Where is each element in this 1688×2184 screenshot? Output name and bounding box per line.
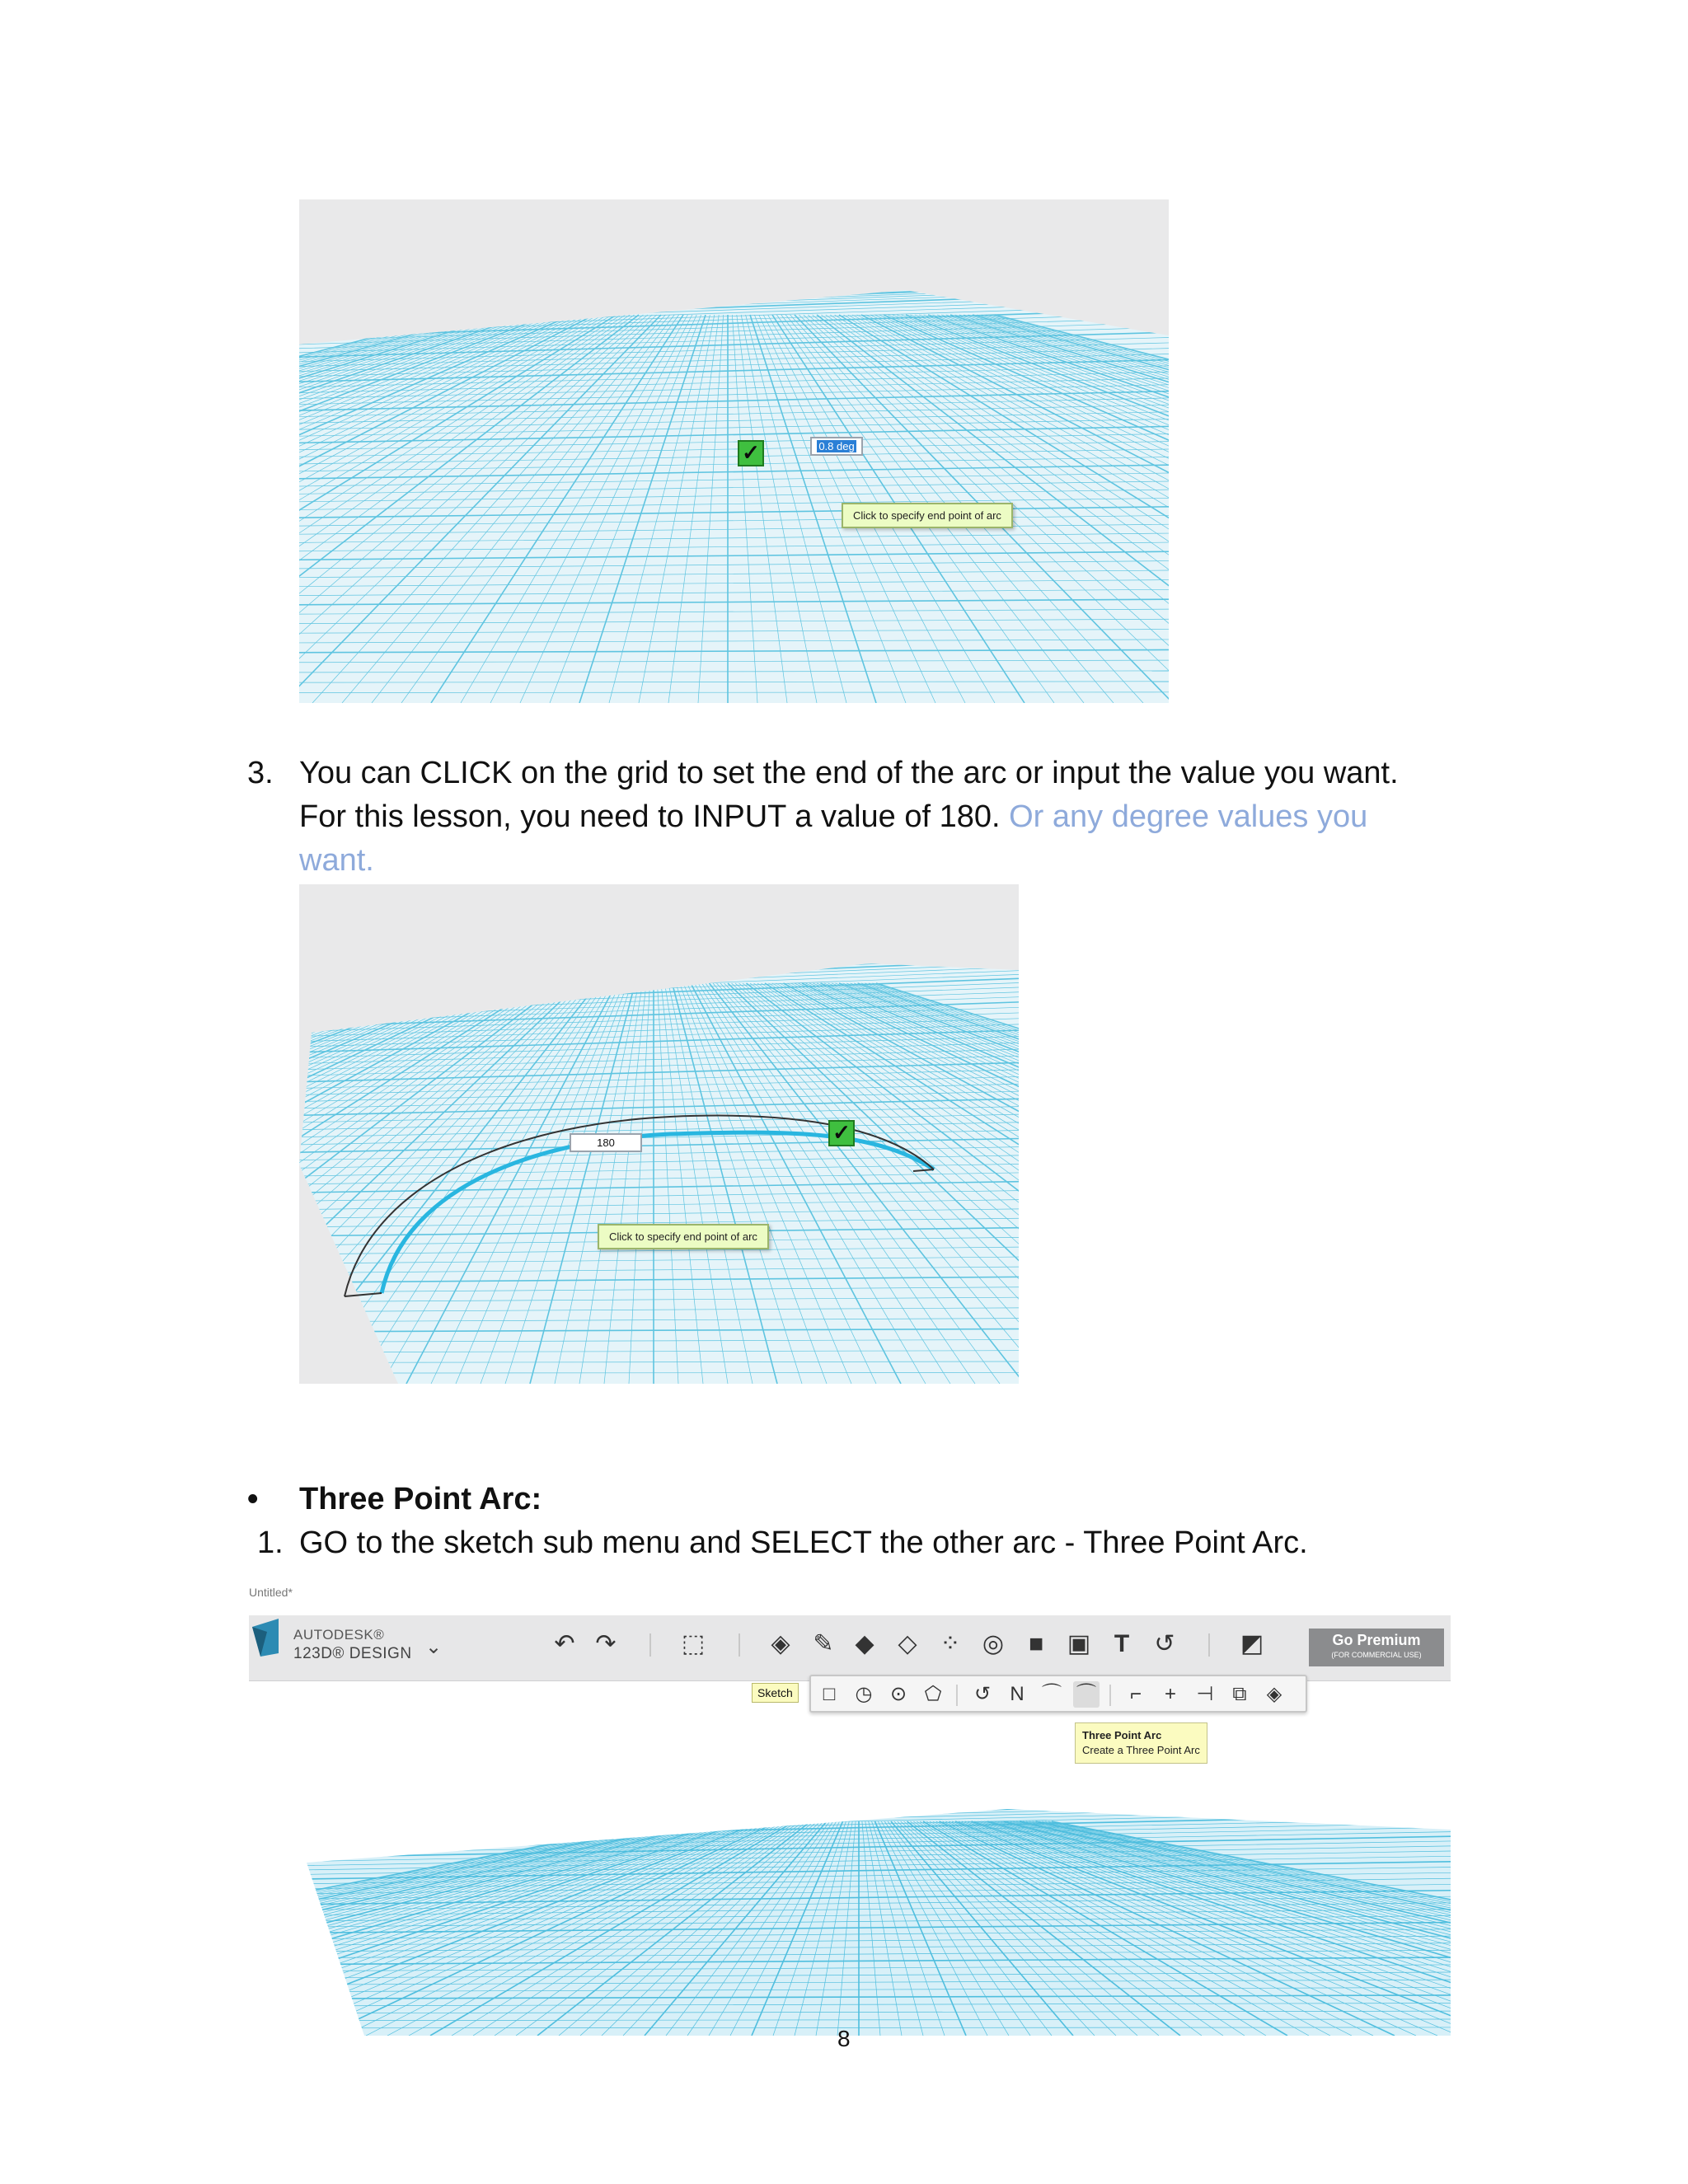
two-point-arc-icon[interactable]: ⌒ [1042,1683,1062,1705]
project-icon[interactable]: ◈ [1266,1683,1282,1705]
step-3-line-2-text: For this lesson, you need to INPUT a value of 180. [299,799,1001,834]
grid-plane-app [249,1582,1451,2036]
grouping-icon[interactable]: ◎ [982,1630,1005,1657]
fillet-icon[interactable]: ⌐ [1129,1683,1142,1705]
grid-plane [299,199,1169,703]
rectangle-icon[interactable]: □ [823,1683,836,1705]
primitives-icon[interactable]: ◈ [771,1630,790,1657]
step-3-line-3 [299,839,374,883]
polyline-icon[interactable]: ↺ [973,1683,992,1705]
step-3-accent-text: Or any degree values you [1009,799,1368,834]
tooltip-description: Create a Three Point Arc [1082,1744,1200,1756]
end-point-tooltip: Click to specify end point of arc [842,503,1013,528]
grid-plane-arc [299,884,1019,1384]
tooltip-title: Three Point Arc [1082,1729,1162,1741]
section-heading: Three Point Arc: [299,1482,542,1516]
arc-angle-input[interactable]: 180 [570,1133,642,1152]
undo-icon[interactable]: ↶ [554,1630,575,1657]
sketch-icon[interactable]: ✎ [813,1630,834,1657]
screenshot-arc-angle [299,199,1169,703]
main-menu-chevron-icon[interactable]: ⌄ [425,1636,443,1658]
premium-title: Go Premium [1332,1632,1421,1648]
extend-icon[interactable]: ⊣ [1196,1683,1214,1705]
polygon-icon[interactable]: ⬠ [924,1683,942,1705]
page-number: 8 [837,2026,851,2051]
step-3-line-1: You can CLICK on the grid to set the end of the arc or input the value you want. [299,756,1399,790]
text-icon[interactable]: T [1114,1630,1130,1657]
material-icon[interactable]: ◩ [1240,1630,1264,1657]
screenshot-arc-180 [299,884,1019,1384]
brand-line-2: 123D® DESIGN [293,1645,412,1662]
angle-input[interactable]: 0.8 deg [810,437,863,456]
combine-icon[interactable]: ■ [1028,1630,1044,1657]
end-point-tooltip: Click to specify end point of arc [598,1224,769,1249]
confirm-checkbox[interactable]: ✓ [738,440,764,466]
offset-icon[interactable]: ⧉ [1232,1683,1247,1705]
screenshot-app-toolbar [249,1582,1451,2036]
construct-icon[interactable]: ◆ [855,1630,874,1657]
brand-line-1: AUTODESK® [293,1627,385,1643]
confirm-checkbox[interactable]: ✓ [828,1120,855,1146]
sketch-label: Sketch [752,1683,799,1703]
add-primitive-icon[interactable]: ⬚ [681,1630,706,1657]
bullet: • [247,1482,259,1516]
redo-icon[interactable]: ↷ [595,1630,617,1657]
window-title: Untitled* [249,1586,293,1599]
pattern-icon[interactable]: ⁘ [940,1630,961,1657]
spline-icon[interactable]: N [1010,1683,1025,1705]
premium-subtitle: (FOR COMMERCIAL USE) [1331,1651,1422,1659]
circle-icon[interactable]: ◷ [855,1683,873,1705]
trim-icon[interactable]: + [1164,1683,1176,1705]
snap-icon[interactable]: ↺ [1154,1630,1175,1657]
step-3-number: 3. [247,756,274,790]
modify-icon[interactable]: ◇ [898,1630,917,1657]
three-point-arc-icon[interactable]: ⌒ [1073,1681,1100,1708]
step-3-accent-tail: want. [299,843,374,878]
step-3-line-2 [299,795,1367,839]
measure-icon[interactable]: ▣ [1067,1630,1091,1657]
step-1-text: GO to the sketch sub menu and SELECT the other arc - Three Point Arc. [299,1526,1308,1560]
step-1-number: 1. [257,1526,284,1560]
ellipse-icon[interactable]: ⊙ [889,1683,907,1705]
